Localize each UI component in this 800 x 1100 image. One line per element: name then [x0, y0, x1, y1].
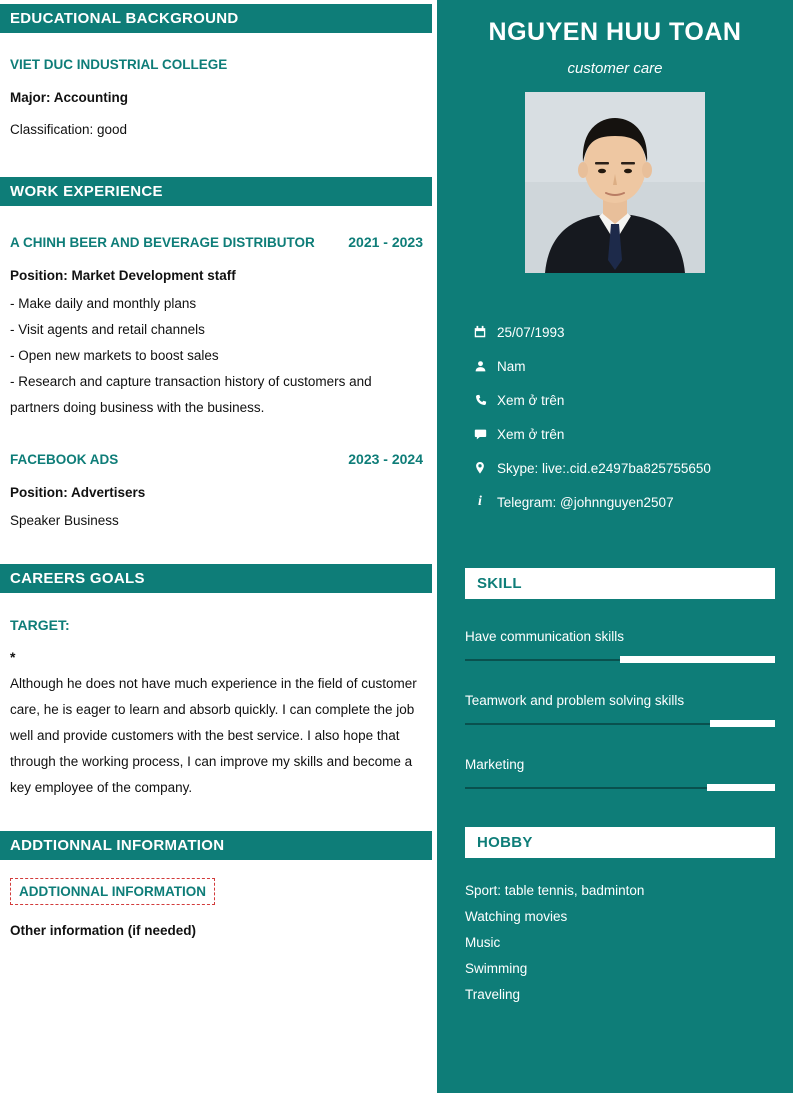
- section-additional-info: [0, 831, 437, 938]
- company-name: A CHINH BEER AND BEVERAGE DISTRIBUTOR: [10, 235, 315, 250]
- contact-row-telegram: [472, 485, 775, 519]
- goals-section-header: CAREERS GOALS: [0, 564, 432, 593]
- job-entry: [10, 451, 423, 534]
- skill-progress-bar: [465, 784, 775, 791]
- education-classification: Classification: good: [10, 122, 128, 137]
- target-label: TARGET:: [10, 617, 70, 633]
- hobby-list: [437, 878, 793, 1008]
- location-pin-icon: [472, 461, 488, 475]
- skill-item: [465, 693, 775, 727]
- contact-row-gender: [472, 349, 775, 383]
- company-name: FACEBOOK ADS: [10, 452, 119, 467]
- contact-row-message: [472, 417, 775, 451]
- target-star: *: [10, 649, 16, 665]
- job-detail: - Research and capture transaction history of customers and partners doing business with the business.: [10, 374, 372, 415]
- contact-row-skype: [472, 451, 775, 485]
- skill-section-header: SKILL: [465, 568, 775, 599]
- school-name: VIET DUC INDUSTRIAL COLLEGE: [10, 57, 228, 72]
- contact-text: Xem ở trên: [497, 426, 565, 442]
- skill-progress-rest: [710, 720, 775, 727]
- chat-icon: [472, 428, 488, 441]
- info-icon: i: [478, 494, 482, 509]
- work-section-header: WORK EXPERIENCE: [0, 177, 432, 206]
- hobby-item: Traveling: [465, 987, 521, 1002]
- goals-paragraph: Although he does not have much experience in the field of customer care, he is eager to learn and absorb quickly. I can complete the job well and provide customers with the best service. I also hope that through the working process, I can improve my skills and become a key employee of the company.: [10, 676, 417, 795]
- hobby-item: Sport: table tennis, badminton: [465, 883, 645, 898]
- skill-label: Marketing: [465, 757, 525, 772]
- person-icon: [472, 360, 488, 373]
- job-detail: - Visit agents and retail channels: [10, 322, 205, 337]
- skill-list: [437, 629, 793, 791]
- skill-progress-fill: [465, 723, 710, 725]
- job-entry: [10, 234, 423, 421]
- section-careers-goals: [0, 564, 437, 801]
- candidate-title: customer care: [567, 60, 663, 77]
- skill-progress-fill: [465, 787, 707, 789]
- additional-info-selected-block[interactable]: ADDTIONNAL INFORMATION: [10, 878, 215, 905]
- additional-info-note: Other information (if needed): [10, 923, 197, 938]
- job-position: Position: Market Development staff: [10, 268, 236, 283]
- skill-item: [465, 757, 775, 791]
- skill-label: Teamwork and problem solving skills: [465, 693, 685, 708]
- job-period: 2021 - 2023: [348, 234, 423, 250]
- skill-progress-fill: [465, 659, 620, 661]
- right-column: [437, 0, 793, 1093]
- education-major: Major: Accounting: [10, 90, 128, 105]
- skill-progress-rest: [707, 784, 775, 791]
- skill-progress-rest: [620, 656, 775, 663]
- contact-text: Telegram: @johnnguyen2507: [497, 494, 674, 510]
- contact-text: Skype: live:.cid.e2497ba825755650: [497, 460, 711, 476]
- education-section-header: EDUCATIONAL BACKGROUND: [0, 4, 432, 33]
- section-education: [0, 4, 437, 137]
- hobby-item: Music: [465, 935, 501, 950]
- job-position: Position: Advertisers: [10, 485, 146, 500]
- contact-text: Nam: [497, 358, 526, 374]
- contact-row-phone: [472, 383, 775, 417]
- section-work-experience: [0, 177, 437, 534]
- skill-label: Have communication skills: [465, 629, 625, 644]
- skill-item: [465, 629, 775, 663]
- additional-section-header: ADDTIONNAL INFORMATION: [0, 831, 432, 860]
- candidate-name: NGUYEN HUU TOAN: [488, 18, 742, 46]
- contact-list: [437, 315, 793, 519]
- skill-progress-bar: [465, 656, 775, 663]
- profile-photo-placeholder: [525, 92, 705, 273]
- hobby-section-header: HOBBY: [465, 827, 775, 858]
- contact-row-birthday: [472, 315, 775, 349]
- profile-photo: [525, 92, 705, 273]
- hobby-item: Watching movies: [465, 909, 568, 924]
- job-detail: - Open new markets to boost sales: [10, 348, 219, 363]
- contact-text: 25/07/1993: [497, 324, 565, 340]
- job-period: 2023 - 2024: [348, 451, 423, 467]
- calendar-icon: [472, 325, 488, 339]
- job-detail: - Make daily and monthly plans: [10, 296, 197, 311]
- hobby-item: Swimming: [465, 961, 528, 976]
- job-detail: Speaker Business: [10, 513, 119, 528]
- phone-icon: [472, 394, 488, 407]
- contact-text: Xem ở trên: [497, 392, 565, 408]
- skill-progress-bar: [465, 720, 775, 727]
